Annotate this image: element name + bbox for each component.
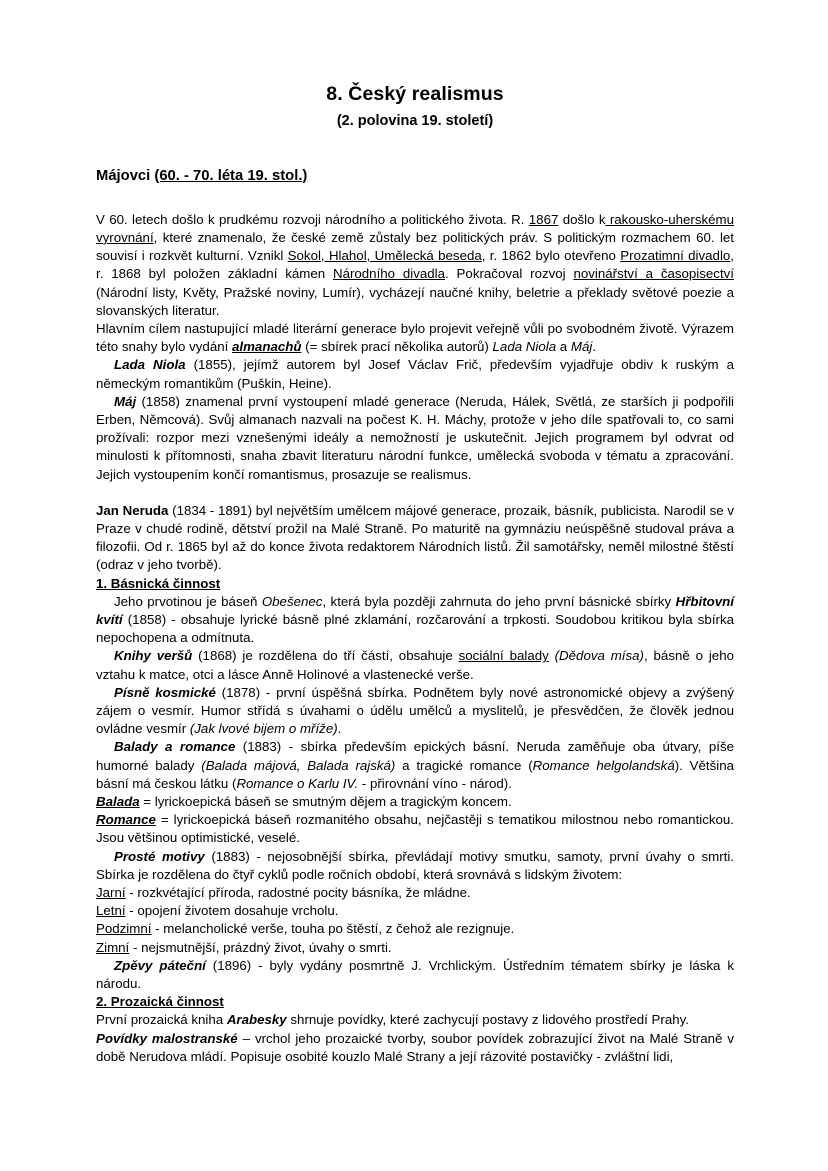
paragraph-arabesky — [96, 1011, 734, 1029]
text-run: – vrchol jeho prozaické tvorby, soubor povídek zobrazující život na Malé Straně v době Nerudova mládí. Popisuje osobité kouzlo Malé Strany a její rázovité postavičky - zvláštní lidi, — [96, 1030, 734, 1064]
cycle-name-jarni: Jarní — [96, 885, 126, 901]
text-run: a — [556, 339, 571, 355]
paragraph-pisne-kosmicke — [96, 684, 734, 739]
subheading-basnicka-cinnost: 1. Básnická činnost — [96, 575, 221, 591]
text-run: - melancholické verše, touha po štěstí, z čehož ale rezignuje. — [151, 921, 515, 937]
text-run: (1858) znamenal první vystoupení mladé generace (Neruda, Hálek, Světlá, ze starších ji podpořili Erben, Němcová). Svůj almanach nazvali na počest K. H. Máchy, protože v jeho díle spatřovali to, co sami prožívali: rozpor mezi vznešenými ideály a nemožností je uskutečnit. Jejich programem byl odvrat od minulosti k přítomnosti, snaha zbavit literaturu národní funkce, umělecká svoboda v tématu a zpracování. Jejich vystoupením končí romantismus, prosazuje se realismus. — [96, 393, 734, 482]
underlined-year: 1867 — [528, 211, 559, 227]
title-hrbitovni-kviti: Hřbitovní kvítí — [96, 593, 734, 627]
text-run: ). Většina básní má českou látku ( — [96, 757, 734, 791]
text-run: , které znamenalo, že české země zůstaly bez politických práv. S politickým rozmachem 60. let souvisí i rozkvět kulturní. Vznikl — [96, 229, 734, 264]
paragraph-jan-neruda-intro — [96, 502, 734, 575]
title-povidky-malostranske: Povídky malostranské — [96, 1030, 238, 1046]
underlined-term-socialni-balady: sociální balady — [458, 648, 549, 664]
section-heading-period: (60. - 70. léta 19. stol.) — [154, 167, 308, 184]
paragraph-povidky-malostranske — [96, 1030, 734, 1066]
text-run: Hlavním cílem nastupující mladé literární generace bylo projevit veřejně vůli po svobodném životě. Výrazem této snahy bylo vydání — [96, 320, 734, 355]
title-obesenec: Obešenec — [261, 593, 323, 609]
text-run: (1855), jejímž autorem byl Josef Václav Frič, především vyjadřuje obdiv k ruským a německým romantikům (Puškin, Heine). — [96, 357, 734, 391]
majovci-body — [96, 186, 734, 1066]
paragraph-historical-context — [96, 211, 734, 320]
paragraph-maj — [96, 393, 734, 484]
paragraph-knihy-versu — [96, 647, 734, 683]
underlined-term: Prozatimní divadlo — [620, 248, 731, 264]
paragraph-lada-niola — [96, 356, 734, 392]
text-run: (Národní listy, Květy, Pražské noviny, Lumír), vycházejí naučné knihy, beletrie a překlady světové poezie a slovanských literatur. — [96, 284, 734, 318]
title-maj: Máj — [570, 339, 593, 355]
list-item-cycle-podzimni — [96, 920, 734, 938]
underlined-term: Sokol, Hlahol, Umělecká beseda — [287, 248, 482, 264]
paragraph-obesenec — [96, 593, 734, 648]
list-item-cycle-zimni — [96, 939, 734, 957]
cycle-name-zimni: Zimní — [96, 939, 130, 955]
list-item-cycle-letni — [96, 902, 734, 920]
text-run: V 60. letech došlo k prudkému rozvoji národního a politického života. R. — [96, 211, 529, 227]
section-heading-text: Májovci — [96, 167, 155, 184]
underlined-term: novinářství a časopisectví — [573, 266, 734, 282]
document-content — [96, 0, 734, 1066]
subheading-prozaicka-cinnost: 2. Prozaická činnost — [96, 994, 224, 1010]
text-run: (1858) - obsahuje lyrické básně plné zklamání, rozčarování a trpkosti. Soudobou kritikou byla sbírka nepochopena a odmítnuta. — [96, 612, 734, 646]
text-run: , r. 1862 bylo otevřeno — [481, 248, 621, 264]
title-balada-majova-rajska: (Balada májová, Balada rajská) — [201, 757, 396, 773]
text-run: - nejsmutnější, prázdný život, úvahy o smrti. — [129, 939, 392, 955]
paragraph-almanachy — [96, 320, 734, 356]
text-run: První prozaická kniha — [96, 1012, 227, 1028]
emphasis-almanachu: almanachů — [232, 339, 302, 355]
title-dedova-misa: (Dědova mísa) — [554, 648, 644, 664]
text-run: (1868) je rozdělena do tří částí, obsahuje — [192, 648, 459, 664]
term-balada: Balada — [96, 794, 140, 810]
text-run: (1883) - nejosobnější sbírka, převládají motivy smutku, samoty, první úvahy o smrti. Sbírka je rozdělena do čtyř cyklů podle ročních období, která srovnává s lidským životem: — [96, 848, 734, 882]
title-arabesky: Arabesky — [226, 1012, 287, 1028]
paragraph-zpevy-patecni — [96, 957, 734, 993]
page-subtitle: (2. polovina 19. století) — [336, 113, 494, 130]
cycle-name-letni: Letní — [96, 903, 126, 919]
text-run: . Pokračoval rozvoj — [445, 266, 574, 282]
title-lada-niola: Lada Niola — [114, 357, 186, 373]
text-run: došlo k — [558, 211, 606, 227]
title-proste-motivy: Prosté motivy — [114, 848, 205, 864]
text-run: a tragické romance ( — [395, 757, 533, 773]
text-run: (= sbírek prací několika autorů) — [301, 339, 493, 355]
title-romance-o-karlu-iv: Romance o Karlu IV. — [236, 775, 359, 791]
text-run: . — [337, 721, 342, 737]
list-item-cycle-jarni — [96, 884, 734, 902]
title-jak-lvove-bijem-o-mrize: (Jak lvové bijem o mříže) — [189, 721, 338, 737]
title-maj: Máj — [114, 393, 137, 409]
text-run: Jeho prvotinou je báseň — [114, 593, 262, 609]
title-balady-a-romance: Balady a romance — [114, 739, 236, 755]
page-title: 8. Český realismus — [326, 83, 504, 105]
text-run: = lyrickoepická báseň rozmanitého obsahu, nejčastěji s tematikou milostnou nebo romantickou. Jsou většinou optimistické, veselé. — [96, 812, 734, 846]
text-run: - rozkvétající příroda, radostné pocity básníka, že mládne. — [125, 885, 471, 901]
text-run: , která byla později zahrnuta do jeho první básnické sbírky — [322, 593, 676, 609]
author-name-jan-neruda: Jan Neruda — [96, 502, 169, 518]
title-romance-helgolandska: Romance helgolandská — [532, 757, 675, 773]
text-run: (1878) - první úspěšná sbírka. Podnětem byly nové astronomické objevy a zvýšený zájem o vesmír. Humor střídá s úvahami o údělu umělců a myslitelů, je přesvědčen, že člověk jednou ovládne vesmír — [96, 684, 734, 737]
text-run: , r. 1868 byl položen základní kámen — [96, 248, 734, 282]
paragraph-balady-a-romance — [96, 738, 734, 793]
text-run: . — [592, 339, 597, 355]
cycle-name-podzimni: Podzimní — [96, 921, 152, 937]
section-heading-majovci — [96, 131, 734, 186]
text-run: (1883) - sbírka především epických básní. Neruda zaměňuje oba útvary, píše humorné balady — [96, 739, 734, 773]
underlined-term: rakousko-uherskému vyrovnání — [96, 211, 735, 245]
title-pisne-kosmicke: Písně kosmické — [114, 684, 216, 700]
text-run: (1896) - byly vydány posmrtně J. Vrchlickým. Ústředním tématem sbírky je láska k národu. — [96, 957, 734, 992]
text-run: shrnuje povídky, které zachycují postavy z lidového prostředí Prahy. — [286, 1012, 690, 1028]
title-knihy-versu: Knihy veršů — [114, 648, 193, 664]
paragraph-balada-definition — [96, 793, 734, 811]
text-run: - opojení životem dosahuje vrcholu. — [125, 903, 339, 919]
text-run: - přirovnání víno - národ). — [358, 775, 512, 791]
paragraph-romance-definition — [96, 811, 734, 847]
title-zpevy-patecni: Zpěvy páteční — [114, 957, 206, 973]
term-romance: Romance — [96, 812, 156, 828]
text-run: (1834 - 1891) byl největším umělcem májové generace, prozaik, básník, publicista. Narodil se v Praze v chudé rodině, dětství prožil na Malé Straně. Po maturitě na gymnáziu neúspěšně studoval práva a filozofii. Od r. 1865 byl až do konce života redaktorem Národních listů. Žil samotářsky, neměl milostné štěstí (odraz v jeho tvorbě). — [96, 502, 734, 573]
title-lada-niola: Lada Niola — [492, 339, 557, 355]
paragraph-proste-motivy — [96, 848, 734, 884]
text-run: = lyrickoepická báseň se smutným dějem a tragickým koncem. — [139, 794, 512, 810]
underlined-term: Národního divadla — [332, 266, 446, 282]
text-run: , básně o jeho vztahu k matce, otci a lásce Anně Holinové a vlastenecké verše. — [96, 648, 734, 682]
